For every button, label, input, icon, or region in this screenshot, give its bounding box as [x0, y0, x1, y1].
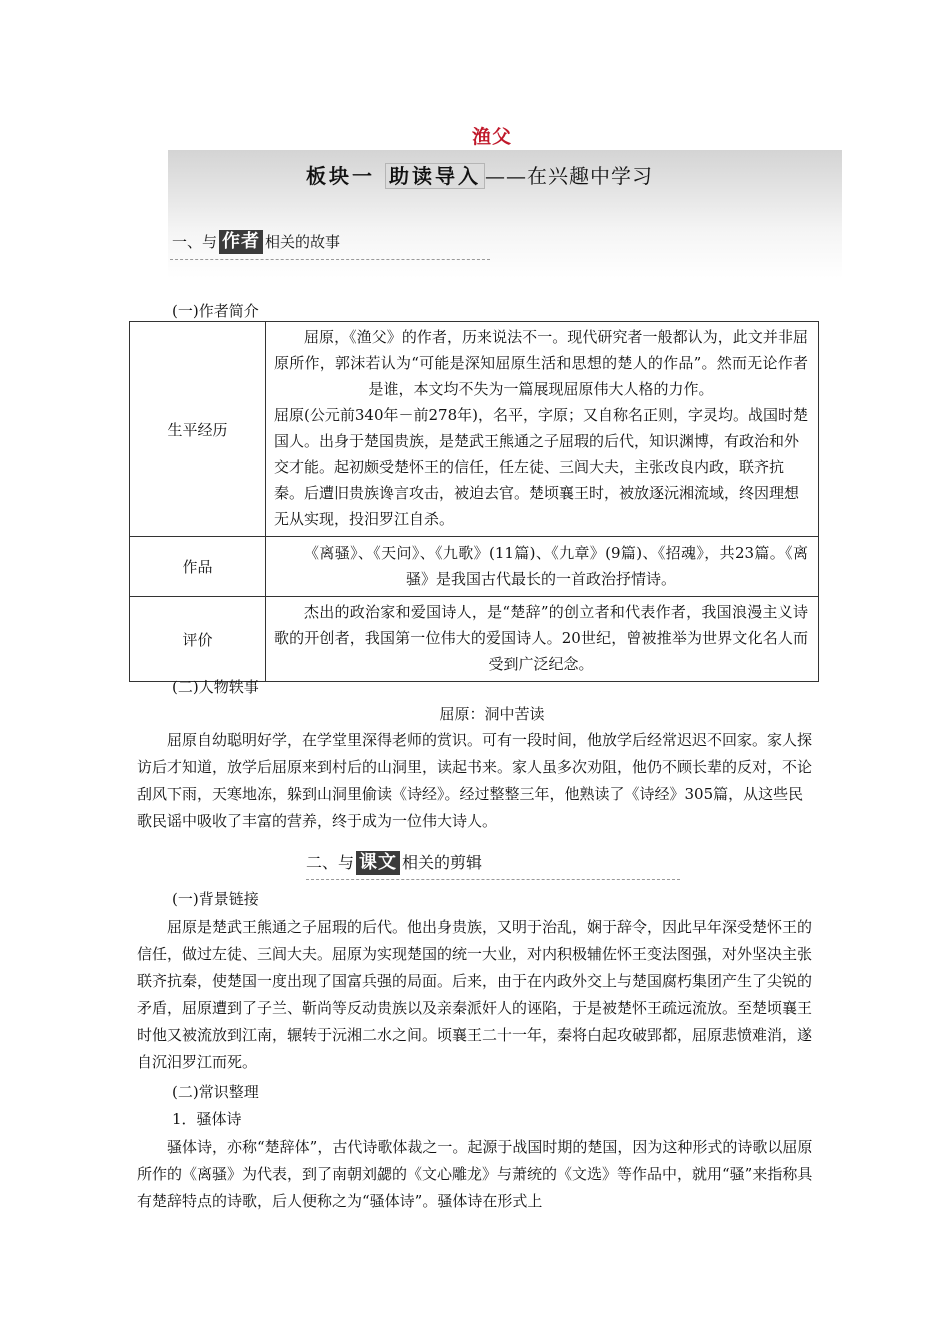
- section1-divider: [170, 259, 490, 260]
- works-paragraph: 《离骚》、《天问》、《九歌》(11篇)、《九章》(9篇)、《招魂》，共23篇。《离骚》是我国古代最长的一首政治抒情诗。: [304, 543, 808, 588]
- knowledge-text: 骚体诗，亦称“楚辞体”，古代诗歌体裁之一。起源于战国时期的楚国，因为这种形式的诗歌以屈原所作的《离骚》为代表，到了南朝刘勰的《文心雕龙》与萧统的《文选》等作品中，就用“骚”来指称具有楚辞特点的诗歌，后人便称之为“骚体诗”。骚体诗在形式上: [137, 1138, 813, 1210]
- background-label: (一)背景链接: [172, 890, 259, 908]
- banner-part: 板块一: [306, 164, 375, 188]
- row-header-life: 生平经历: [130, 322, 266, 537]
- section1-heading: [172, 230, 340, 254]
- row-header-evaluation: 评价: [130, 597, 266, 682]
- table-row-life: [130, 322, 819, 537]
- author-intro-label: (一)作者简介: [172, 302, 259, 320]
- section2-highlight: 课文: [356, 851, 400, 875]
- document-title: 渔父: [471, 126, 512, 148]
- section2-heading: [306, 850, 482, 875]
- background-text: 屈原是楚武王熊通之子屈瑕的后代。他出身贵族，又明于治乱，娴于辞令，因此早年深受楚怀王的信任，做过左徒、三闾大夫。屈原为实现楚国的统一大业，对内积极辅佐怀王变法图强，对外坚决主张联齐抗秦，使楚国一度出现了国富兵强的局面。后来，由于在内政外交上与楚国腐朽集团产生了尖锐的矛盾，屈原遭到了子兰、靳尚等反动贵族以及亲秦派奸人的诬陷，于是被楚怀王疏远流放。至楚顷襄王时他又被流放到江南，辗转于沅湘二水之间。顷襄王二十一年，秦将白起攻破郢都，屈原悲愤难消，遂自沉汨罗江而死。: [137, 918, 813, 1071]
- section1-highlight: 作者: [219, 230, 263, 254]
- knowledge-item-title: 1．骚体诗: [172, 1110, 242, 1128]
- table-row-evaluation: [130, 597, 819, 682]
- anecdote-text: 屈原自幼聪明好学，在学堂里深得老师的赏识。可有一段时间，他放学后经常迟迟不回家。家人探访后才知道，放学后屈原来到村后的山洞里，读起书来。家人虽多次劝阻，他仍不顾长辈的反对，不论刮风下雨，天寒地冻，躲到山洞里偷读《诗经》。经过整整三年，他熟读了《诗经》305篇，从这些民歌民谣中吸收了丰富的营养，终于成为一位伟大诗人。: [137, 731, 813, 830]
- row-content-works: [266, 537, 819, 597]
- row-content-life: [266, 322, 819, 537]
- life-paragraph-2: 屈原(公元前340年－前278年)，名平，字原；又自称名正则，字灵均。战国时楚国人。出身于楚国贵族，是楚武王熊通之子屈瑕的后代，知识渊博，有政治和外交才能。起初颇受楚怀王的信任，任左徒、三闾大夫，主张改良内政，联齐抗秦。后遭旧贵族谗言攻击，被迫去官。楚顷襄王时，被放逐沅湘流域，终因理想无从实现，投汨罗江自杀。: [274, 406, 808, 528]
- section2-suffix: 相关的剪辑: [402, 853, 483, 872]
- row-header-works: 作品: [130, 537, 266, 597]
- banner-heading: [306, 160, 653, 189]
- author-info-table: [129, 321, 819, 682]
- section2-divider: [306, 879, 680, 880]
- knowledge-label: (二)常识整理: [172, 1083, 259, 1101]
- anecdote-title: 屈原：洞中苦读: [439, 705, 545, 723]
- row-content-evaluation: [266, 597, 819, 682]
- banner-boxed-title: 助读导入: [385, 163, 485, 189]
- life-paragraph-1: 屈原，《渔父》的作者，历来说法不一。现代研究者一般都认为，此文并非屈原所作，郭沫若认为“可能是深知屈原生活和思想的楚人的作品”。然而无论作者是谁，本文均不失为一篇展现屈原伟大人格的力作。: [274, 328, 808, 398]
- section2-prefix: 二、与: [306, 853, 355, 872]
- table-row-works: [130, 537, 819, 597]
- banner-tail: ——在兴趣中学习: [484, 164, 653, 188]
- section1-suffix: 相关的故事: [265, 233, 341, 251]
- evaluation-paragraph: 杰出的政治家和爱国诗人，是“楚辞”的创立者和代表作者，我国浪漫主义诗歌的开创者，我国第一位伟大的爱国诗人。20世纪，曾被推举为世界文化名人而受到广泛纪念。: [274, 603, 808, 673]
- anecdote-label: (二)人物轶事: [172, 678, 259, 696]
- section1-prefix: 一、与: [172, 233, 218, 251]
